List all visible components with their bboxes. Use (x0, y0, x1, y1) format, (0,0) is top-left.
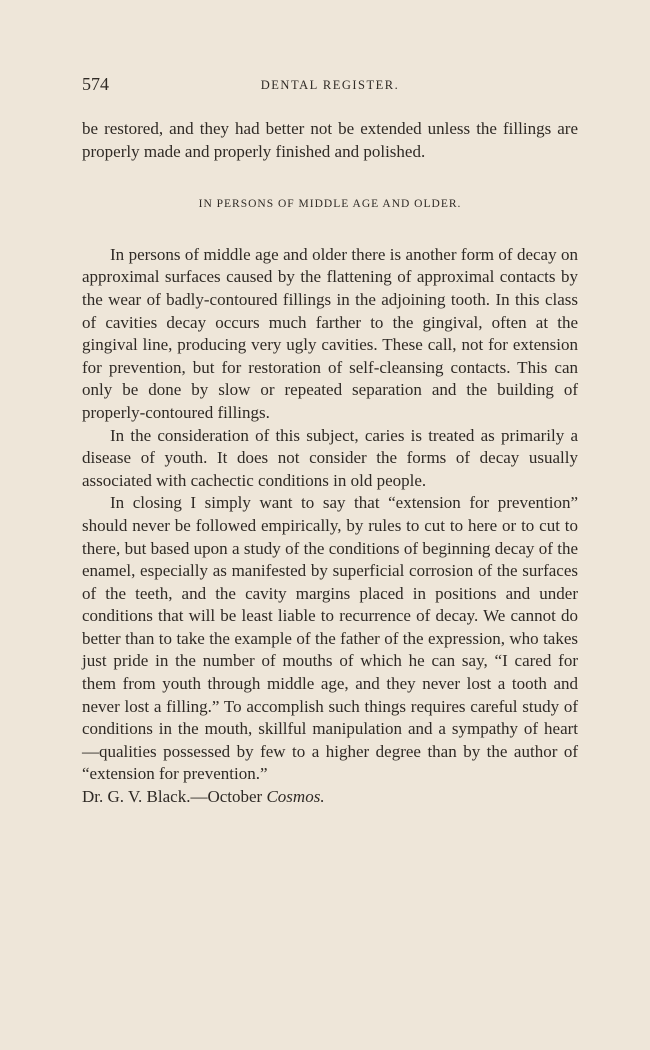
body-text (82, 118, 578, 809)
section-heading: IN PERSONS OF MIDDLE AGE AND OLDER. (198, 198, 462, 211)
page-number: 574 (82, 74, 109, 94)
attribution-journal: Cosmos. (266, 787, 325, 807)
paragraph-caries-youth: In the consideration of this subject, caries is treated as primarily a disease of youth. It does not consider the forms of decay usually associated with cachectic conditions in old people. (82, 425, 578, 490)
running-head (82, 74, 578, 98)
attribution-author: Dr. G. V. Black.—October (82, 787, 267, 807)
paragraph-closing: In closing I simply want to say that “extension for prevention” should never be followed empirically, by rules to cut to here or to cut to there, but based upon a study of the conditions of beginning decay of the enamel, especially as manifested by superficial corrosion of the surfaces of the teeth, and the cavity margins placed in positions and under conditions that will be least liable to recurrence of decay. We cannot do better than to take the example of the father of the expression, who takes just pride in the number of mouths of which he can say, “I cared for them from youth through middle age, and they never lost a tooth and never lost a filling.” To accomplish such things requires careful study of conditions in the mouth, skillful manipulation and a sympathy of heart—qualities possessed by few to a higher degree than by the author of “extension for prevention.” (82, 493, 578, 784)
continuation-paragraph: be restored, and they had better not be extended unless the fillings are properly made and properly finished and polished. (82, 119, 578, 161)
journal-title: DENTAL REGISTER. (260, 78, 400, 92)
attribution (82, 786, 578, 809)
paragraph-middle-age-decay: In persons of middle age and older there is another form of decay on approximal surfaces caused by the flattening of approximal contacts by the wear of badly-contoured fillings in the adjoining tooth. In this class of cavities decay occurs much farther to the gingival, often at the gingival line, producing very ugly cavities. These call, not for extension for prevention, but for restoration of self-cleansing contacts. This can only be done by slow or repeated separation and the building of properly-contoured fillings. (82, 244, 578, 422)
